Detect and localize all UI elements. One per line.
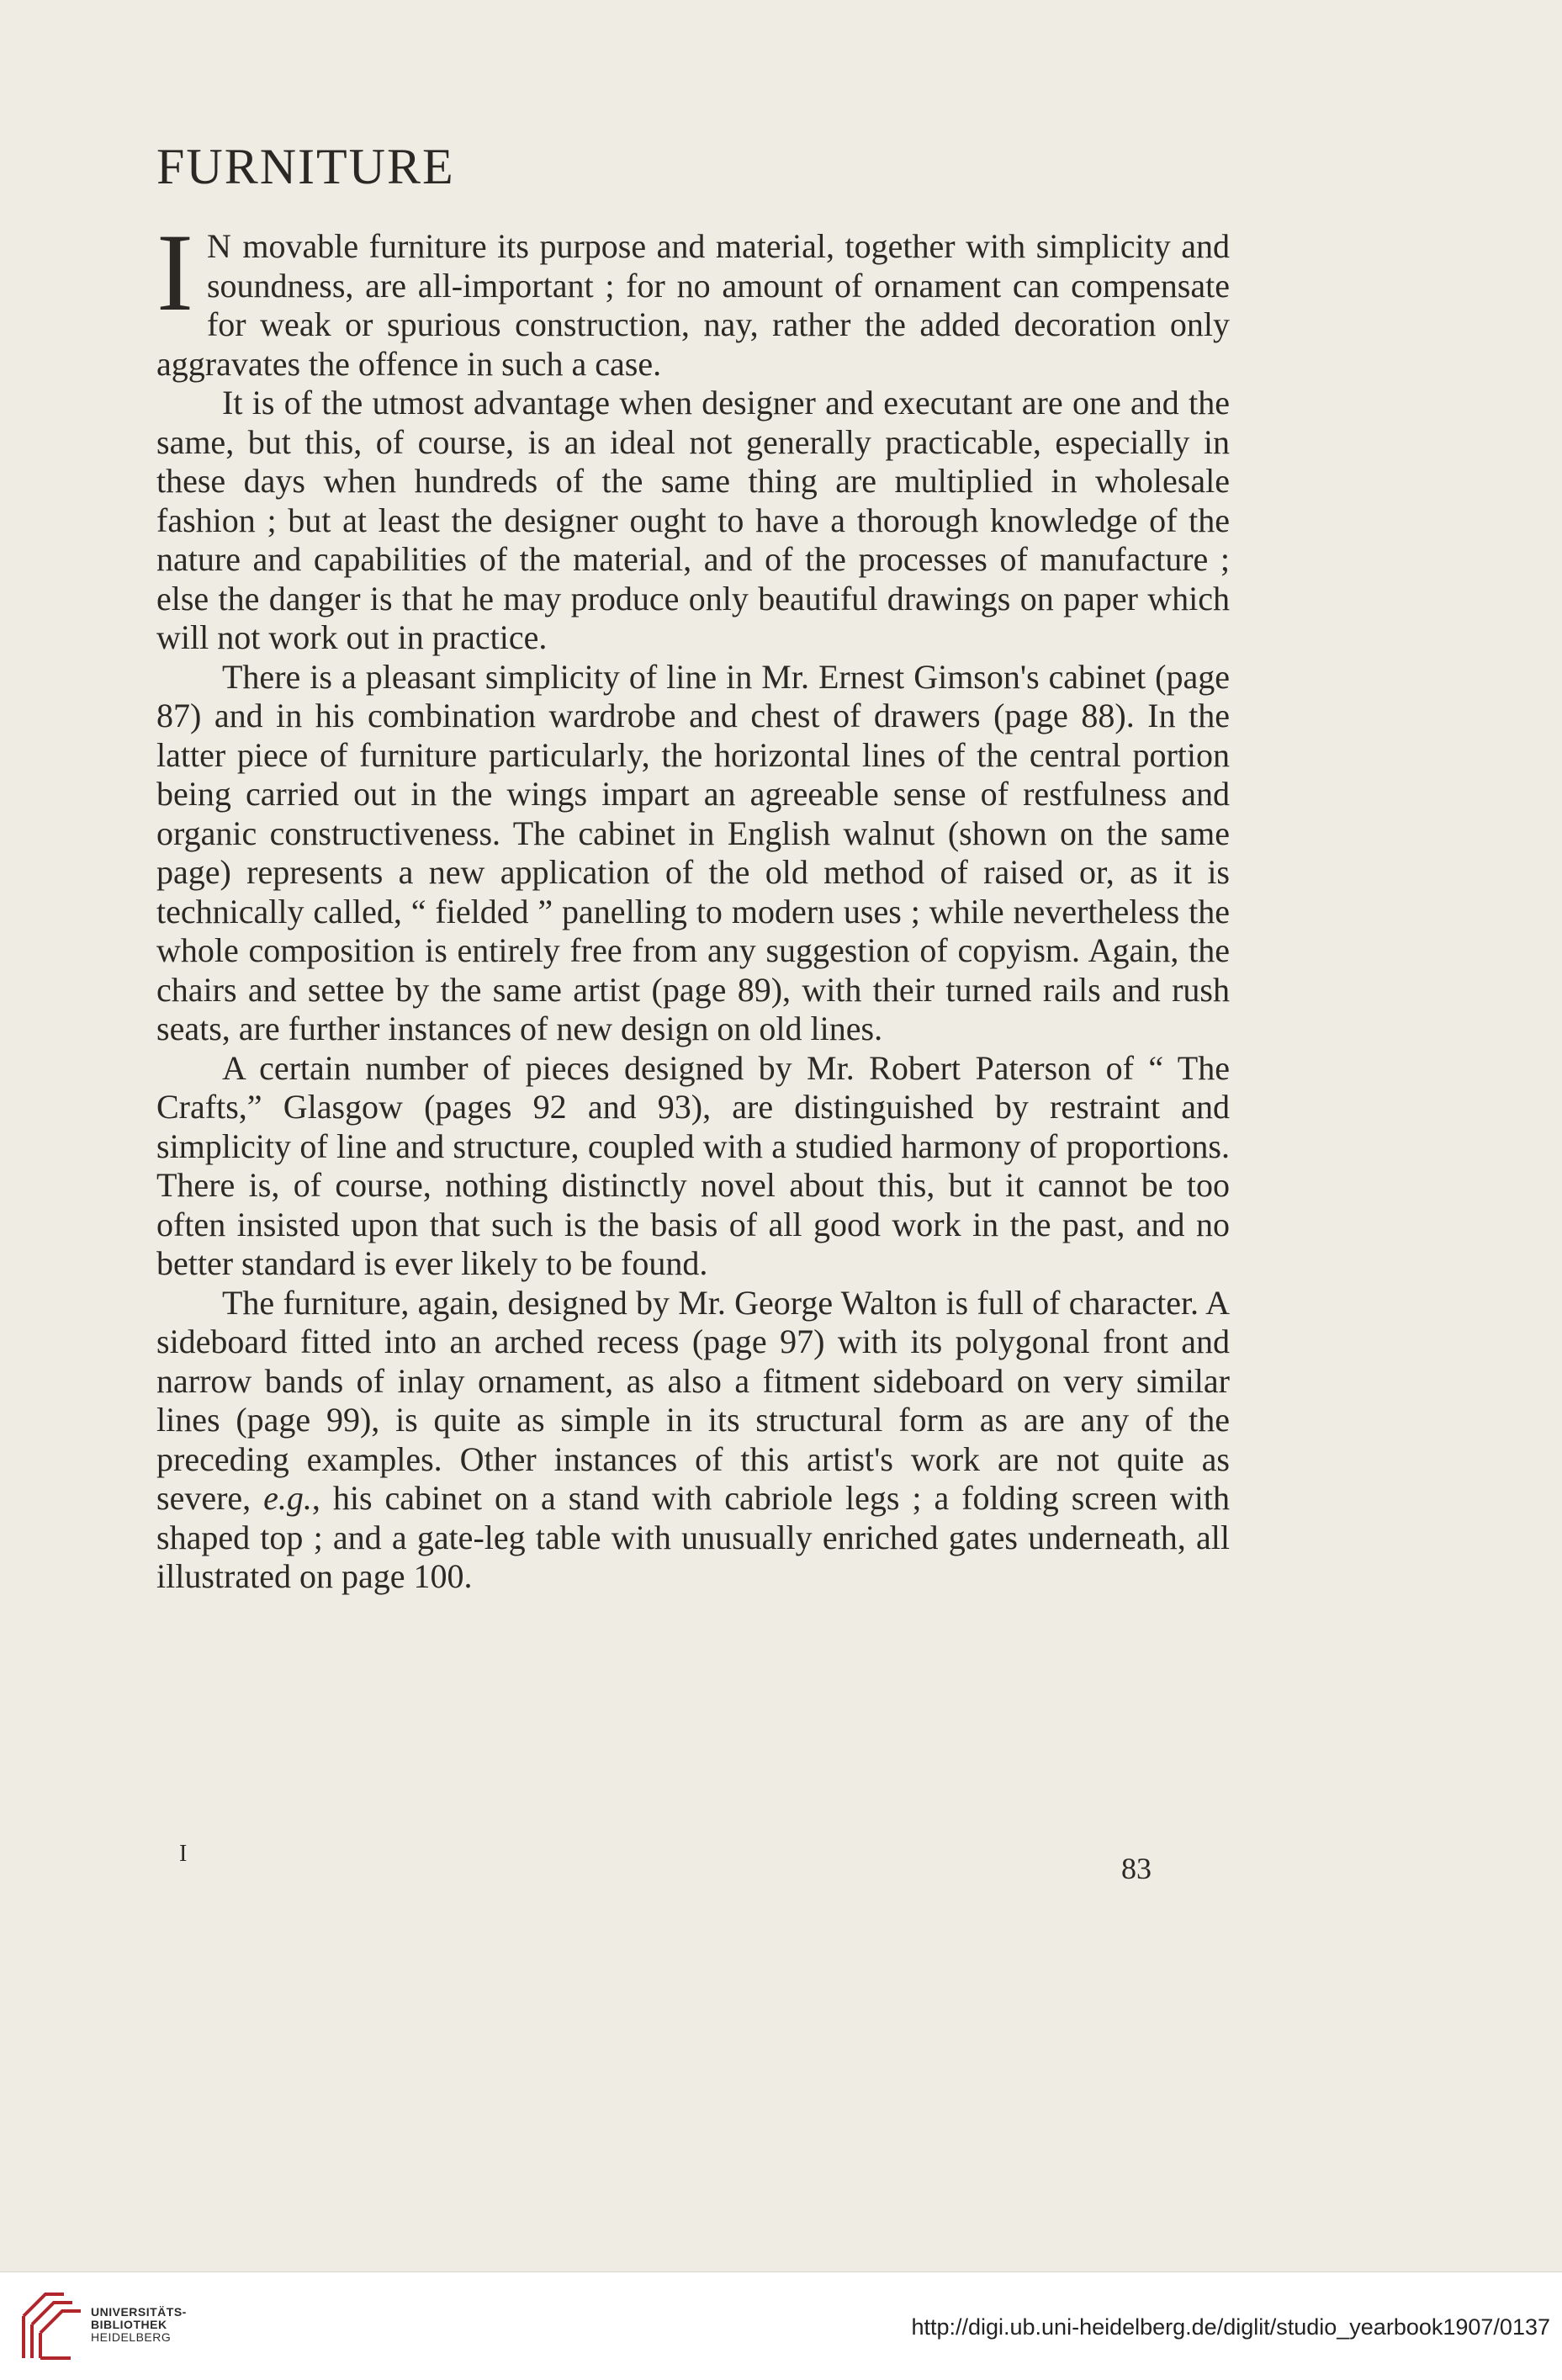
footer-bar [0,2271,1562,2380]
article-body [156,210,1231,1597]
drop-cap: I [156,210,193,334]
paragraph-5-emphasis: e.g. [263,1479,312,1517]
paragraph-1-text: movable furniture its purpose and material, together with simplicity and soundness, are all-important ; for no amount of ornament can compensate for weak or spurious construction, nay, rather the added decoration only aggravates the offence in such a case. [156,227,1230,383]
source-url-link[interactable]: http://digi.ub.uni-heidelberg.de/diglit/studio_yearbook1907/0137 [911,2314,1550,2340]
library-name-line-2: BIBLIOTHEK [91,2318,167,2331]
lead-in-text: N [206,227,232,265]
library-name [91,2306,187,2344]
library-name-line-3: HEIDELBERG [91,2330,172,2344]
signature-mark: I [179,1841,188,1867]
paragraph-2: It is of the utmost advantage when designer and executant are one and the same, but this, of course, is an ideal not generally practicable, especially in these days when hundreds of the same thing are multiplied in wholesale fashion ; but at least the designer ought to have a thorough knowledge of the nature and capabilities of the material, and of the processes of manufacture ; else the danger is that he may produce only beautiful drawings on paper which will not work out in practice. [156,384,1230,656]
library-name-line-1: UNIVERSITÄTS- [91,2305,187,2319]
paragraph-5-text-a: The furniture, again, designed by Mr. George Walton is full of character. A sideboard fitted into an arched recess (page 97) with its polygonal front and narrow bands of inlay ornament, as also a fitment sideboard on very similar lines (page 99), is quite as simple in its structural form as are any of the preceding examples. Other instances of this artist's work are not quite as severe, [156,1283,1230,1517]
paragraph-4: A certain number of pieces designed by Mr. Robert Paterson of “ The Crafts,” Glasgow (pages 92 and 93), are distinguished by restraint and simplicity of line and structure, coupled with a studied harmony of proportions. There is, of course, nothing distinctly novel about this, but it cannot be too often insisted upon that such is the basis of all good work in the past, and no better standard is ever likely to be found. [156,1048,1230,1282]
library-logo-icon [20,2291,84,2361]
paragraph-3: There is a pleasant simplicity of line in Mr. Ernest Gimson's cabinet (page 87) and in his combination wardrobe and chest of drawers (page 88). In the latter piece of furniture particularly, the horizontal lines of the central portion being carried out in the wings impart an agreeable sense of restfulness and organic constructiveness. The cabinet in English walnut (shown on the same page) represents a new application of the old method of raised or, as it is technically called, “ fielded ” panelling to modern uses ; while nevertheless the whole composition is entirely free from any suggestion of copyism. Again, the chairs and settee by the same artist (page 89), with their turned rails and rush seats, are further instances of new design on old lines. [156,657,1230,1047]
page-number: 83 [1121,1852,1152,1885]
paragraph-5 [156,1284,1230,1597]
paragraph-1 [156,210,1230,384]
paragraph-5-text-b: , his cabinet on a stand with cabriole legs ; a folding screen with shaped top ; and a gate-leg table with unusually enriched gates underneath, all illustrated on page 100. [156,1479,1231,1595]
page-title: FURNITURE [156,139,455,194]
